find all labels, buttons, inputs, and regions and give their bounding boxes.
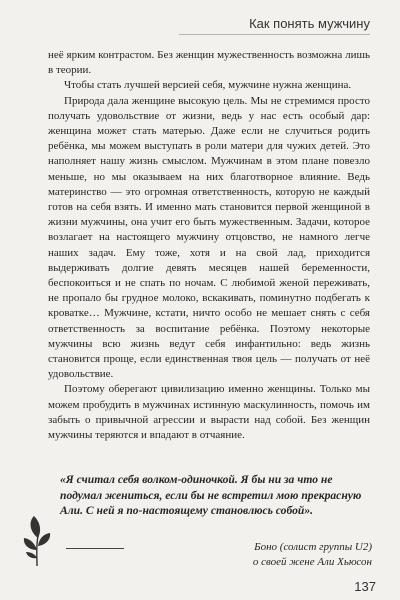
paragraph: Природа дала женщине высокую цель. Мы не стремимся просто получать удовольствие от жизни, ведь у нас есть особый дар: женщина может стать матерью. Даже если не случиться родить ребёнка, мы можем выступать в роли матери для чужих детей. Это наполняет нашу жизнь смыслом. Мужчинам в этом плане повезло меньше, но мы оказываем на них благотворное влияние. Ведь материнство — это огромная ответственность, которую не каждый готов на себя взять. И именно мать становится первой женщиной в жизни мужчины, она учит его быть мужественным. Задачи, которое возлагает на настоящего мужчину отцовство, не намного легче наших задач. Ему тоже, хотя и на свой лад, приходится выдерживать долгие девять месяцев нашей беременности, беспокоиться и не спать по ночам. С любимой женой переживать, не пропало бы грудное молоко, вскакивать, поминутно подбегать к кроватке… Мужчине, кстати, ничто особо не мешает снять с себя ответственность за воспитание ребёнка. Поэтому некоторые мужчины всю жизнь ведут себя инфантильно: ведь жизнь становится проще, если единственная твоя цель — получать от неё удовольствие. bbox=[48, 94, 370, 381]
paragraph: Чтобы стать лучшей версией себя, мужчине нужна женщина. bbox=[64, 79, 352, 92]
page-number: 137 bbox=[354, 579, 376, 594]
body-text bbox=[48, 48, 370, 443]
paragraph: неё ярким контрастом. Без женщин мужественность возможна лишь в теории. bbox=[48, 49, 370, 77]
attribution-line: Боно (солист группы U2) bbox=[254, 541, 372, 553]
floral-ornament-icon bbox=[20, 512, 54, 568]
attribution-rule bbox=[66, 548, 124, 549]
pull-quote bbox=[60, 472, 372, 519]
quote-text: «Я считал себя волком-одиночкой. Я бы ни за что не подумал жениться, если бы не встретил мою прекрасную Али. С ней я по-настоящему становлюсь собой». bbox=[60, 473, 362, 518]
attribution-line: о своей жене Али Хьюсон bbox=[252, 556, 372, 569]
quote-attribution bbox=[118, 540, 372, 571]
paragraph: Поэтому оберегают цивилизацию именно женщины. Только мы можем пробудить в мужчинах истинную маскулинность, помочь им забыть о привычной агрессии и вырасти над собой. Без женщин мужчины теряются и впадают в отчаяние. bbox=[48, 383, 370, 442]
running-header-title: Как понять мужчину bbox=[179, 16, 370, 35]
